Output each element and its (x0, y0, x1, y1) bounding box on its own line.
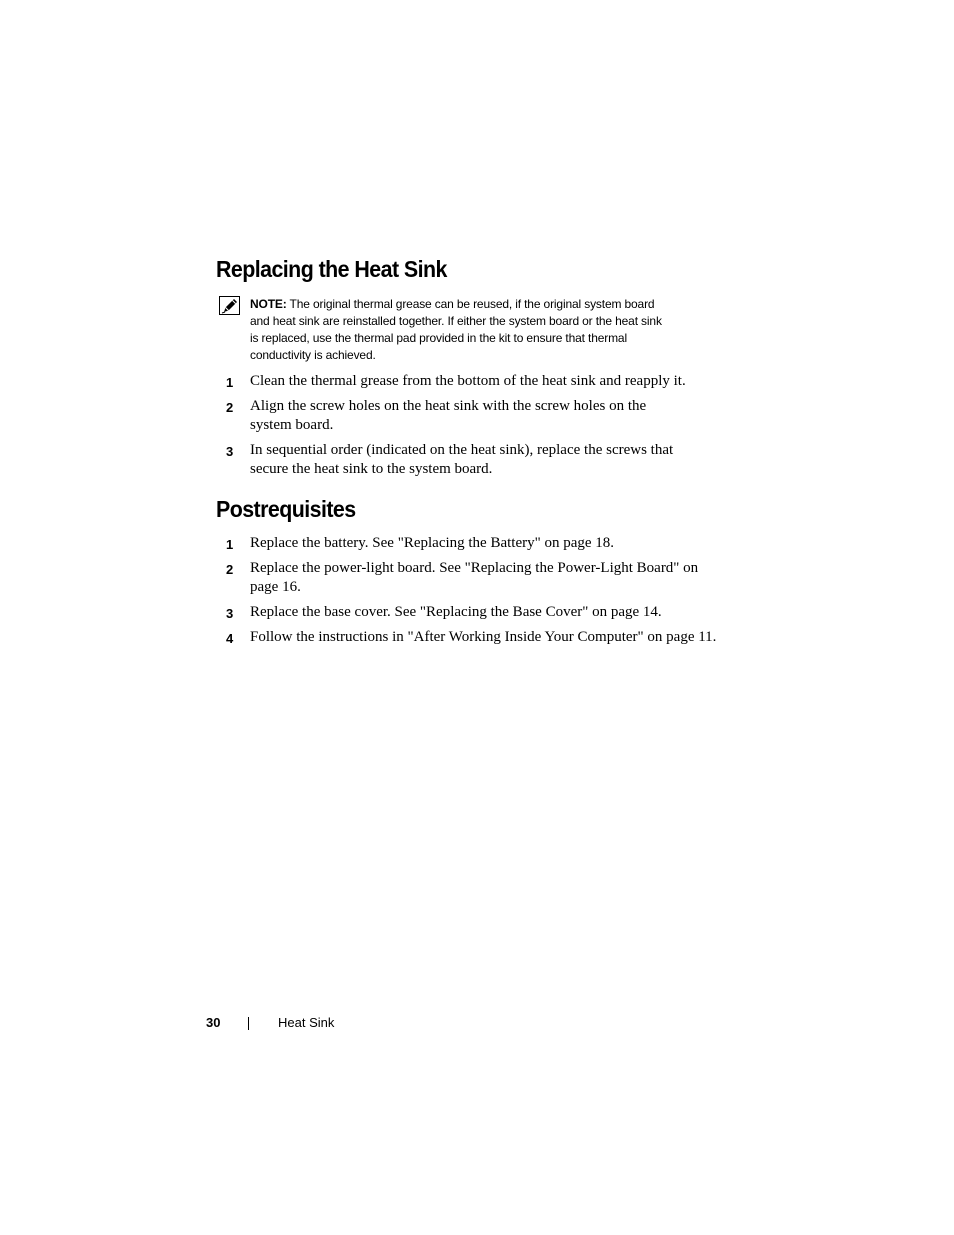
note-block (250, 296, 720, 364)
step-number: 3 (226, 606, 234, 621)
step-text (250, 603, 662, 622)
note-line (250, 296, 720, 313)
step-line: In sequential order (indicated on the heat sink), replace the screws that (250, 442, 674, 458)
step-line: Follow the instructions in "After Working Inside Your Computer" on page 11. (250, 629, 717, 645)
step-text (250, 628, 716, 647)
footer-divider (248, 1017, 249, 1030)
step-text (250, 559, 698, 597)
step-number: 1 (226, 375, 234, 390)
note-label: NOTE: (250, 297, 287, 311)
step-line: Replace the battery. See "Replacing the Battery" on page 18. (250, 535, 615, 551)
step-line: Align the screw holes on the heat sink with the screw holes on the (250, 398, 647, 414)
step-line: Replace the base cover. See "Replacing the Base Cover" on page 14. (250, 604, 662, 620)
step-line: page 16. (250, 579, 301, 595)
step-text (250, 534, 614, 553)
step-number: 1 (226, 537, 234, 552)
step-line: Clean the thermal grease from the bottom of the heat sink and reapply it. (250, 373, 686, 389)
step-number: 2 (226, 562, 234, 577)
step-line: secure the heat sink to the system board. (250, 461, 493, 477)
note-text: The original thermal grease can be reused, if the original system board (286, 297, 655, 311)
step-text (250, 372, 686, 391)
page-number: 30 (206, 1015, 221, 1030)
note-line: is replaced, use the thermal pad provided in the kit to ensure that thermal (250, 331, 627, 345)
note-line: and heat sink are reinstalled together. If either the system board or the heat sink (250, 314, 662, 328)
note-pencil-icon (219, 296, 240, 315)
section-heading-replacing-heat-sink: Replacing the Heat Sink (216, 256, 447, 282)
step-number: 2 (226, 400, 234, 415)
step-line: Replace the power-light board. See "Replacing the Power-Light Board" on (250, 560, 699, 576)
step-text (250, 441, 673, 479)
step-text (250, 397, 646, 435)
step-number: 3 (226, 444, 234, 459)
footer-chapter-title: Heat Sink (278, 1015, 335, 1030)
note-line: conductivity is achieved. (250, 348, 376, 362)
step-number: 4 (226, 631, 234, 646)
step-line: system board. (250, 417, 334, 433)
section-heading-postrequisites: Postrequisites (216, 496, 356, 522)
